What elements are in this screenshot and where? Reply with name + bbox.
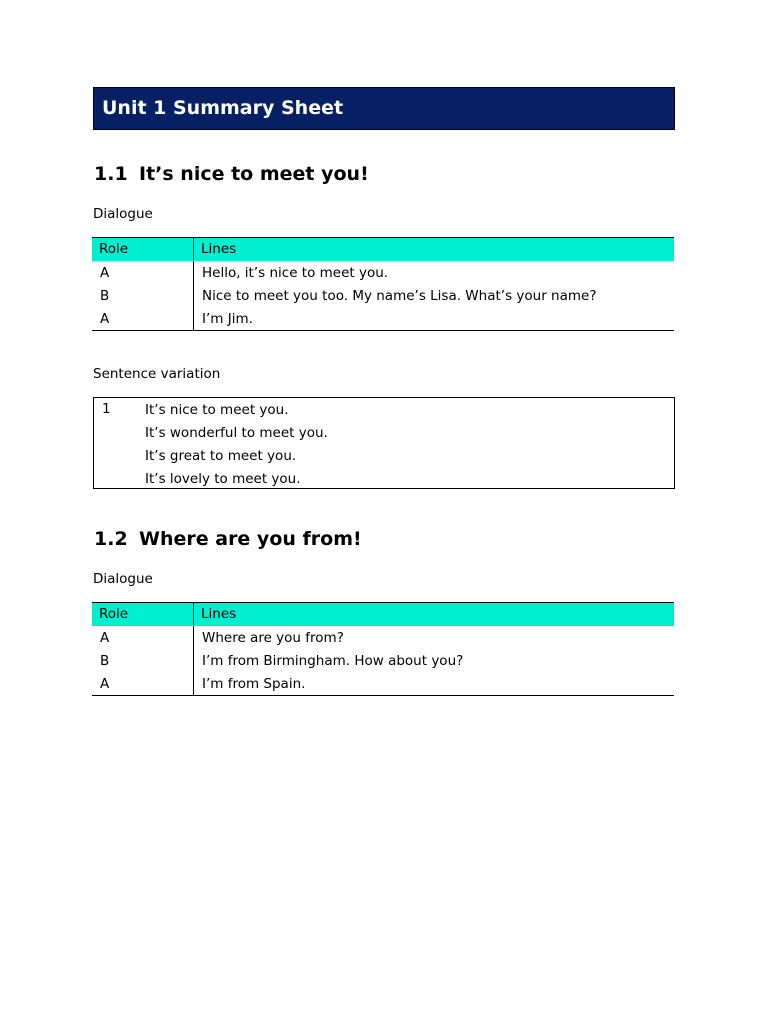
role-cell: A	[92, 307, 194, 331]
line-cell: Where are you from?	[202, 629, 344, 646]
column-header-role: Role	[92, 238, 194, 261]
section-title: Where are you from!	[139, 528, 362, 550]
variation-list	[145, 399, 328, 491]
line-cell: Nice to meet you too. My name’s Lisa. What’s your name?	[202, 287, 597, 304]
dialogue-table-1-2	[92, 602, 674, 696]
list-item: It’s wonderful to meet you.	[145, 425, 328, 441]
variation-number: 1	[102, 401, 111, 417]
column-header-role: Role	[92, 603, 194, 626]
page-title: Unit 1 Summary Sheet	[102, 97, 344, 119]
line-cell: I’m from Birmingham. How about you?	[202, 652, 464, 669]
sentence-variation-box	[93, 397, 675, 489]
table-row	[92, 649, 674, 672]
table-row	[92, 261, 674, 285]
table-header-row	[92, 603, 674, 626]
section-number: 1.1	[94, 163, 128, 185]
role-cell: A	[92, 261, 194, 285]
table-row	[92, 626, 674, 650]
title-banner	[93, 87, 675, 130]
table-header-row	[92, 238, 674, 261]
section-heading-1-1	[94, 163, 369, 185]
table-row	[92, 672, 674, 696]
role-cell: B	[92, 649, 194, 672]
list-item: It’s great to meet you.	[145, 448, 297, 464]
dialogue-label: Dialogue	[93, 206, 153, 222]
table-row	[92, 307, 674, 331]
list-item: It’s nice to meet you.	[145, 402, 289, 418]
section-number: 1.2	[94, 528, 128, 550]
column-header-lines: Lines	[194, 238, 675, 261]
line-cell: I’m from Spain.	[194, 672, 675, 696]
line-cell: I’m Jim.	[194, 307, 675, 331]
section-title: It’s nice to meet you!	[139, 163, 369, 185]
role-cell: B	[92, 284, 194, 307]
sentence-variation-label: Sentence variation	[93, 366, 221, 382]
role-cell: A	[92, 672, 194, 696]
role-cell: A	[92, 626, 194, 650]
dialogue-table-1-1	[92, 237, 674, 331]
line-cell: Hello, it’s nice to meet you.	[202, 264, 389, 281]
column-header-lines: Lines	[194, 603, 675, 626]
section-heading-1-2	[94, 528, 362, 550]
list-item: It’s lovely to meet you.	[145, 471, 301, 487]
table-row	[92, 284, 674, 307]
dialogue-label: Dialogue	[93, 571, 153, 587]
